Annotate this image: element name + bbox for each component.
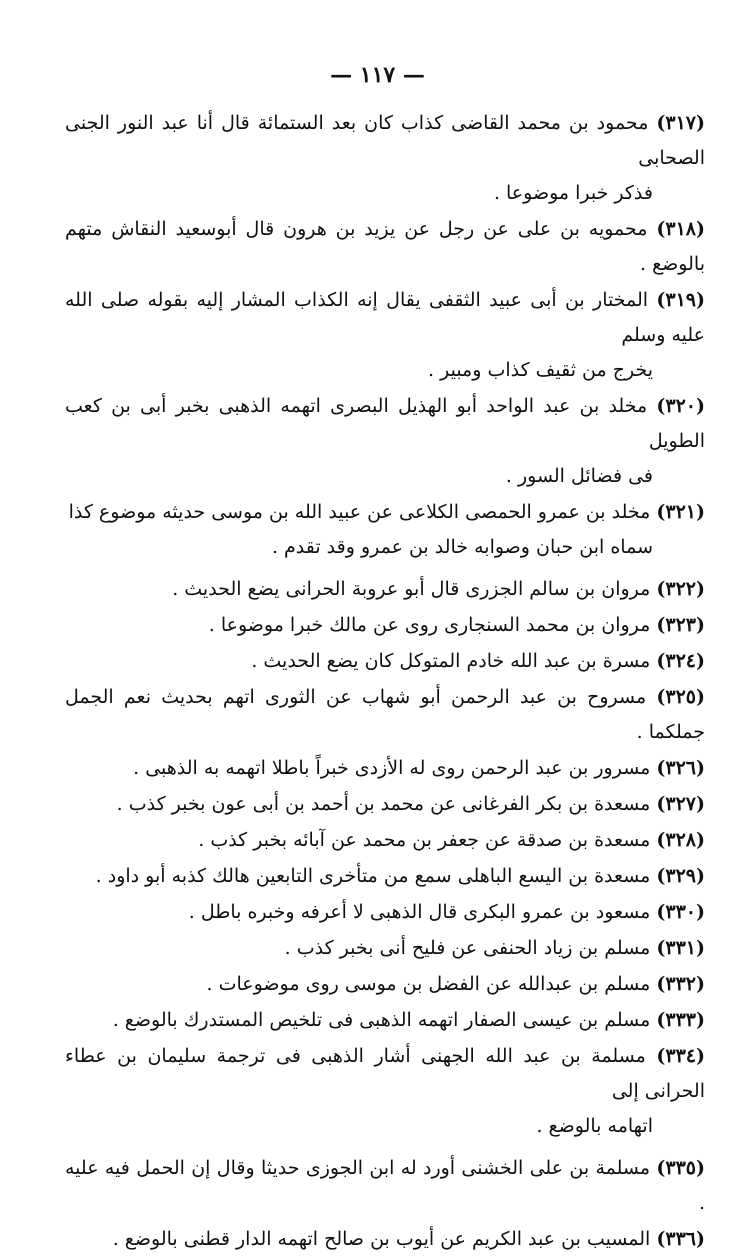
entry-text: مروان بن محمد السنجارى روى عن مالك خبرا موضوعا . <box>208 614 651 636</box>
entry-text: مسلم بن عبدالله عن الفضل بن موسى روى موضوعات . <box>206 973 651 995</box>
entry-332 <box>65 967 705 1002</box>
entry-325 <box>65 680 705 750</box>
entry-326 <box>65 751 705 786</box>
entry-text: مسعدة بن بكر الفرغانى عن محمد بن أحمد بن أبى عون بخبر كذب . <box>116 793 651 815</box>
entry-text: مروان بن سالم الجزرى قال أبو عروبة الحرانى يضع الحديث . <box>172 578 651 600</box>
entry-text: مسلمة بن على الخشنى أورد له ابن الجوزى حديثا وقال إن الحمل فيه عليه . <box>65 1157 705 1214</box>
page-number: — ١١٧ — <box>330 62 425 88</box>
entry-number: (٣٢٨) <box>656 829 705 851</box>
entry-text: مسرة بن عبد الله خادم المتوكل كان يضع الحديث . <box>251 650 651 672</box>
entry-continuation: فذكر خبرا موضوعا . <box>493 182 653 204</box>
entry-number: (٣١٧) <box>656 112 705 134</box>
entry-331 <box>65 931 705 966</box>
entry-continuation: سماه ابن حبان وصوابه خالد بن عمرو وقد تقدم . <box>271 536 653 558</box>
entry-continuation: فى فضائل السور . <box>505 465 653 487</box>
entry-text: مسعود بن عمرو البكرى قال الذهبى لا أعرفه وخبره باطل . <box>188 901 651 923</box>
entry-323 <box>65 608 705 643</box>
entry-text: مسرور بن عبد الرحمن روى له الأزدى خبراً باطلا اتهمه به الذهبى . <box>133 757 651 779</box>
entry-number: (٣٢٧) <box>656 793 705 815</box>
entry-317 <box>65 106 705 211</box>
entry-text: مخلد بن عبد الواحد أبو الهذيل البصرى اتهمه الذهبى بخبر أبى بن كعب الطويل <box>65 395 705 452</box>
entry-319 <box>65 283 705 388</box>
entry-number: (٣٢٥) <box>656 686 705 708</box>
entry-333 <box>65 1003 705 1038</box>
entry-number: (٣٣٥) <box>656 1157 705 1179</box>
entry-number: (٣٣٤) <box>656 1045 705 1067</box>
entry-336 <box>65 1222 705 1257</box>
entry-number: (٣٢١) <box>656 501 705 523</box>
entry-text: محمويه بن على عن رجل عن يزيد بن هرون قال أبوسعيد النقاش متهم بالوضع . <box>65 218 705 275</box>
entry-text: مسلمة بن عبد الله الجهنى أشار الذهبى فى ترجمة سليمان بن عطاء الحرانى إلى <box>65 1045 705 1102</box>
entry-number: (٣٢٣) <box>656 614 705 636</box>
entry-continuation: يخرج من ثقيف كذاب ومبير . <box>428 359 653 381</box>
entry-text: المختار بن أبى عبيد الثقفى يقال إنه الكذاب المشار إليه بقوله صلى الله عليه وسلم <box>65 289 705 346</box>
entry-334 <box>65 1039 705 1144</box>
entry-335 <box>65 1151 705 1221</box>
entry-continuation: اتهامه بالوضع . <box>536 1115 653 1137</box>
entry-text: مسلم بن عيسى الصفار اتهمه الذهبى فى تلخيص المستدرك بالوضع . <box>112 1009 651 1031</box>
entry-number: (٣٣٣) <box>656 1009 705 1031</box>
entry-text: مخلد بن عمرو الحمصى الكلاعى عن عبيد الله بن موسى حديثه موضوع كذا <box>68 501 651 523</box>
entry-text: مسعدة بن صدقة عن جعفر بن محمد عن آبائه بخبر كذب . <box>198 829 651 851</box>
entry-number: (٣٢٢) <box>656 578 705 600</box>
entry-318 <box>65 212 705 282</box>
entries-list <box>65 106 705 1258</box>
entry-320 <box>65 389 705 494</box>
entry-328 <box>65 823 705 858</box>
entry-324 <box>65 644 705 679</box>
entry-number: (٣٣٠) <box>656 901 705 923</box>
entry-text: مسروح بن عبد الرحمن أبو شهاب عن الثورى اتهم بحديث نعم الجمل جملكما . <box>65 686 705 743</box>
entry-number: (٣٢٠) <box>656 395 705 417</box>
entry-321 <box>65 495 705 565</box>
entry-number: (٣١٩) <box>656 289 705 311</box>
entry-number: (٣٣٢) <box>656 973 705 995</box>
entry-text: مسعدة بن اليسع الباهلى سمع من متأخرى التابعين هالك كذبه أبو داود . <box>95 865 651 887</box>
entry-number: (٣٣٦) <box>656 1228 705 1250</box>
entry-327 <box>65 787 705 822</box>
entry-number: (٣٢٦) <box>656 757 705 779</box>
entry-number: (٣٢٩) <box>656 865 705 887</box>
entry-number: (٣٢٤) <box>656 650 705 672</box>
entry-text: محمود بن محمد القاضى كذاب كان بعد الستمائة قال أنا عبد النور الجنى الصحابى <box>65 112 705 169</box>
entry-329 <box>65 859 705 894</box>
entry-number: (٣٣١) <box>656 937 705 959</box>
entry-322 <box>65 572 705 607</box>
entry-number: (٣١٨) <box>656 218 705 240</box>
entry-330 <box>65 895 705 930</box>
entry-text: المسيب بن عبد الكريم عن أيوب بن صالح اتهمه الدار قطنى بالوضع . <box>112 1228 651 1250</box>
entry-text: مسلم بن زياد الحنفى عن فليح أنى بخبر كذب . <box>284 937 651 959</box>
